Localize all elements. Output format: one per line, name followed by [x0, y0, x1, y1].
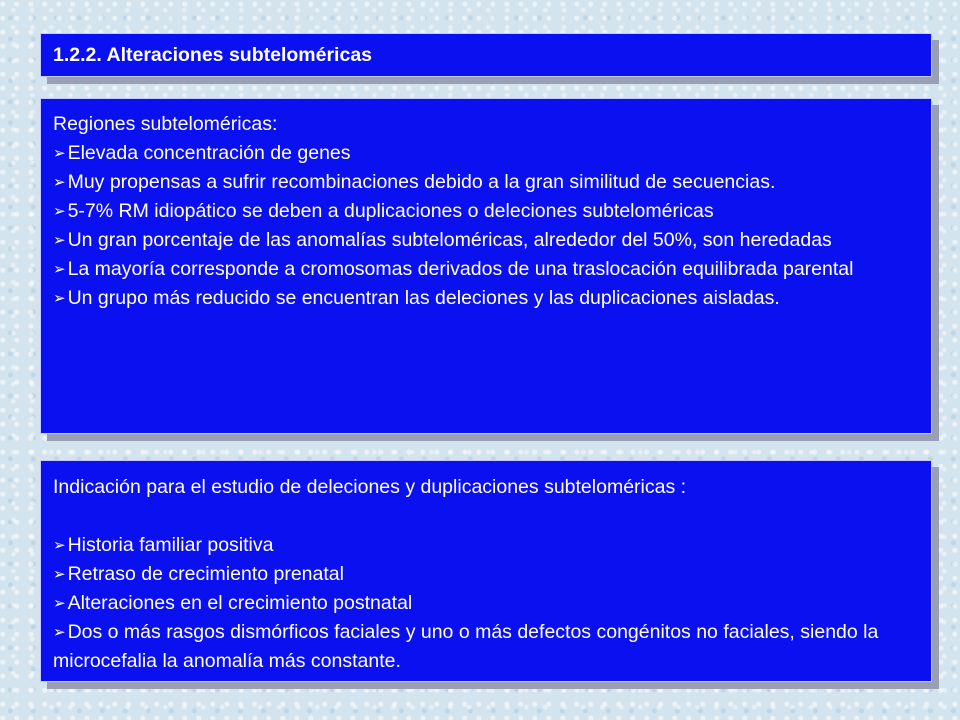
subtelomeric-regions-panel [40, 98, 932, 434]
list-item: ➢ Elevada concentración de genes [53, 139, 919, 168]
arrow-right-icon: ➢ [53, 566, 66, 583]
arrow-right-icon: ➢ [53, 145, 66, 162]
bullet-list [53, 139, 919, 313]
arrow-right-icon: ➢ [53, 203, 66, 220]
list-item: ➢ Retraso de crecimiento prenatal [53, 560, 919, 589]
arrow-right-icon: ➢ [53, 595, 66, 612]
blank-line [53, 502, 919, 531]
list-item: ➢ 5-7% RM idiopático se deben a duplicaciones o deleciones subteloméricas [53, 197, 919, 226]
list-item: ➢ Un grupo más reducido se encuentran las deleciones y las duplicaciones aisladas. [53, 284, 919, 313]
arrow-right-icon: ➢ [53, 261, 66, 278]
arrow-right-icon: ➢ [53, 537, 66, 554]
list-item: ➢ La mayoría corresponde a cromosomas derivados de una traslocación equilibrada parental [53, 255, 919, 284]
bullet-list [53, 531, 919, 676]
list-item: ➢ Muy propensas a sufrir recombinaciones debido a la gran similitud de secuencias. [53, 168, 919, 197]
arrow-right-icon: ➢ [53, 290, 66, 307]
list-item: ➢ Historia familiar positiva [53, 531, 919, 560]
title-panel [40, 33, 932, 77]
section-heading: Indicación para el estudio de deleciones y duplicaciones subteloméricas : [53, 476, 687, 498]
list-item: ➢ Alteraciones en el crecimiento postnatal [53, 589, 919, 618]
section-heading: Regiones subteloméricas: [53, 113, 278, 135]
arrow-right-icon: ➢ [53, 232, 66, 249]
arrow-right-icon: ➢ [53, 174, 66, 191]
arrow-right-icon: ➢ [53, 624, 66, 641]
slide-title: 1.2.2. Alteraciones subteloméricas [53, 44, 373, 66]
study-indication-panel [40, 460, 932, 682]
list-item: ➢ Un gran porcentaje de las anomalías subteloméricas, alrededor del 50%, son heredadas [53, 226, 919, 255]
list-item: ➢ Dos o más rasgos dismórficos faciales y uno o más defectos congénitos no faciales, siendo la microcefalia la anomalía más constante. [53, 618, 919, 676]
